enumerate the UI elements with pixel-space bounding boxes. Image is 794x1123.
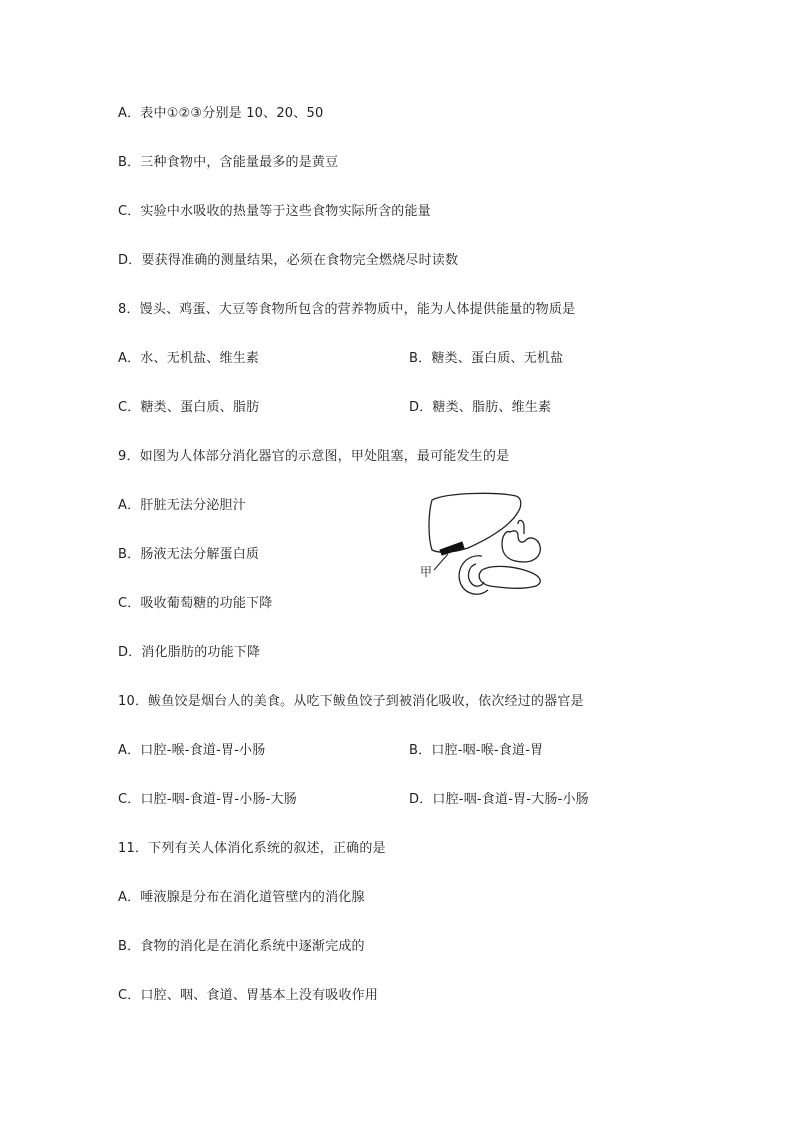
q7-option-c: C．实验中水吸收的热量等于这些食物实际所含的能量 — [118, 204, 431, 219]
q11-stem: 11．下列有关人体消化系统的叙述，正确的是 — [118, 841, 386, 856]
q9-option-d: D．消化脂肪的功能下降 — [118, 645, 261, 660]
blocked-duct-shape — [440, 542, 464, 555]
stomach-shape — [502, 531, 540, 562]
q9-option-c: C．吸收葡萄糖的功能下降 — [118, 596, 273, 611]
q10-stem: 10．鲅鱼饺是烟台人的美食。从吃下鲅鱼饺子到被消化吸收，依次经过的器官是 — [118, 694, 584, 709]
figure-label-jia: 甲 — [420, 565, 433, 579]
q10-option-d: D．口腔-咽-食道-胃-大肠-小肠 — [409, 792, 589, 807]
q10-option-a: A．口腔-喉-食道-胃-小肠 — [118, 743, 266, 758]
q11-option-b: B．食物的消化是在消化系统中逐渐完成的 — [118, 939, 365, 954]
q8-option-c: C．糖类、蛋白质、脂肪 — [118, 400, 260, 415]
q7-option-d: D．要获得准确的测量结果，必须在食物完全燃烧尽时读数 — [118, 253, 459, 268]
q8-option-b: B．糖类、蛋白质、无机盐 — [409, 351, 564, 366]
q8-option-d: D．糖类、脂肪、维生素 — [409, 400, 552, 415]
q8-stem: 8．馒头、鸡蛋、大豆等食物所包含的营养物质中，能为人体提供能量的物质是 — [118, 302, 576, 317]
q8-option-a: A．水、无机盐、维生素 — [118, 351, 260, 366]
esophagus-shape — [518, 520, 524, 534]
q10-option-b: B．口腔-咽-喉-食道-胃 — [409, 743, 544, 758]
q11-option-c: C．口腔、咽、食道、胃基本上没有吸收作用 — [118, 988, 379, 1003]
q7-option-a: A．表中①②③分别是 10、20、50 — [118, 106, 324, 121]
q9-option-a: A．肝脏无法分泌胆汁 — [118, 498, 246, 513]
q11-option-a: A．唾液腺是分布在消化道管壁内的消化腺 — [118, 890, 365, 905]
q9-stem: 9．如图为人体部分消化器官的示意图，甲处阻塞，最可能发生的是 — [118, 449, 510, 464]
q9-option-b: B．肠液无法分解蛋白质 — [118, 547, 260, 562]
digestive-organs-figure — [418, 490, 553, 605]
liver-shape — [429, 493, 521, 552]
duodenum-shape — [459, 556, 488, 594]
label-pointer-line — [434, 554, 448, 570]
q10-option-c: C．口腔-咽-食道-胃-小肠-大肠 — [118, 792, 297, 807]
q7-option-b: B．三种食物中，含能量最多的是黄豆 — [118, 155, 339, 170]
pancreas-shape — [479, 566, 540, 588]
